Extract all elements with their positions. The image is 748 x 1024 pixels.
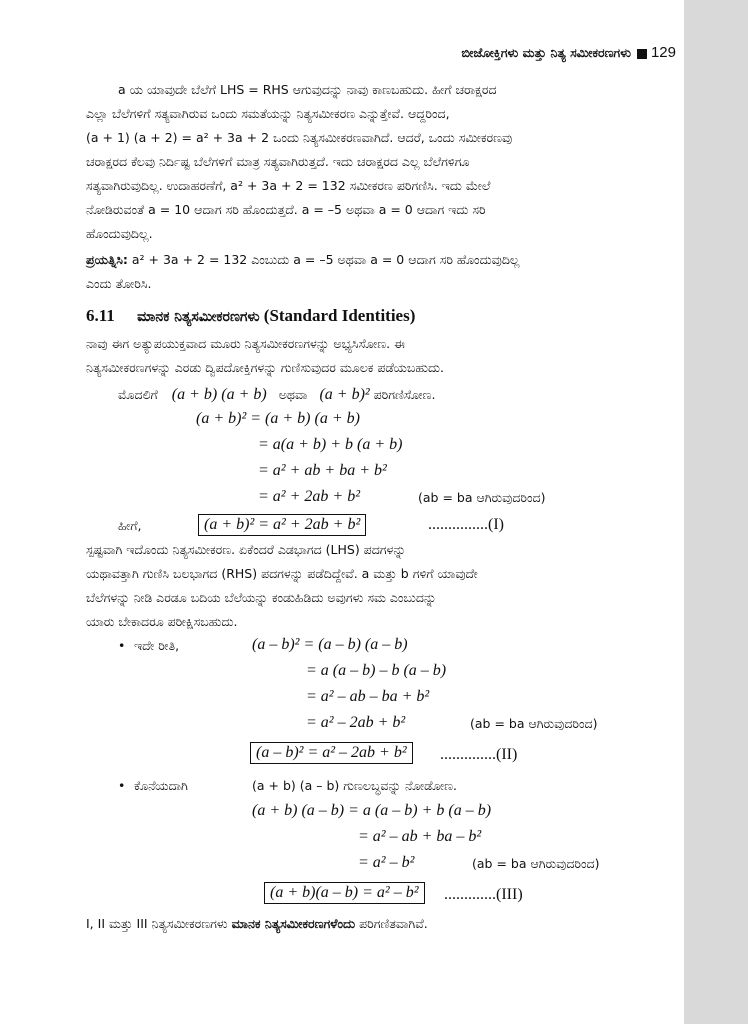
page-number: 129 — [650, 44, 676, 61]
bullet-icon: • — [118, 638, 126, 653]
intro-line-7: ಹೊಂದುವುದಿಲ್ಲ. — [86, 226, 153, 241]
bullet-icon: • — [118, 778, 126, 793]
third-tag: .............(III) — [444, 886, 523, 903]
first-lead: ಮೊದಲಿಗೆ — [118, 387, 158, 402]
para2-line-2: ಯಥಾವತ್ತಾಗಿ ಗುಣಿಸಿ ಬಲಭಾಗದ (RHS) ಪದಗಳನ್ನು ಪಡೆದಿದ್ದೇವೆ. a ಮತ್ತು b ಗಳಿಗೆ ಯಾವುದೇ — [86, 566, 478, 581]
first-tag: ...............(I) — [428, 516, 504, 533]
first-tail: ಪರಿಗಣಿಸೋಣ. — [373, 387, 436, 402]
closing-start: I, II ಮತ್ತು III ನಿತ್ಯಸಮೀಕರಣಗಳು — [86, 916, 228, 931]
second-lead: ಇದೇ ರೀತಿ, — [133, 638, 180, 653]
third-bullet-line — [118, 778, 188, 794]
intro-line-1: a ಯ ಯಾವುದೇ ಬೆಲೆಗೆ LHS = RHS ಆಗುವುದನ್ನು ನಾವು ಕಾಣಬಹುದು. ಹೀಗೆ ಚರಾಕ್ಷರದ — [118, 82, 497, 97]
para2-line-3: ಬೆಲೆಗಳನ್ನು ನೀಡಿ ಎರಡೂ ಬದಿಯ ಬೆಲೆಯನ್ನು ಕಂಡುಹಿಡಿದು ಅವುಗಳು ಸಮ ಎಂಬುದನ್ನು — [86, 590, 437, 605]
third-boxed-identity: (a + b)(a – b) = a² – b² — [264, 882, 425, 904]
first-step-3: = a² + ab + ba + b² — [258, 462, 387, 479]
third-step-3: = a² – b² — [358, 854, 415, 871]
para1-line-1: ನಾವು ಈಗ ಅತ್ಯುಪಯುಕ್ತವಾದ ಮೂರು ನಿತ್ಯಸಮೀಕರಣಗಳನ್ನು ಅಭ್ಯಸಿಸೋಣ. ಈ — [86, 336, 405, 351]
first-thus: ಹೀಗೆ, — [118, 518, 142, 533]
first-intro-line — [118, 386, 435, 404]
intro-line-3: (a + 1) (a + 2) = a² + 3a + 2 ಒಂದು ನಿತ್ಯಸಮೀಕರಣವಾಗಿದೆ. ಆದರೆ, ಒಂದು ಸಮೀಕರಣವು — [86, 130, 513, 145]
section-title-kn: ಮಾನಕ ನಿತ್ಯಸಮೀಕರಣಗಳು — [137, 309, 260, 325]
try-label: ಪ್ರಯತ್ನಿಸಿ: — [86, 252, 128, 267]
intro-line-2: ಎಲ್ಲಾ ಬೆಲೆಗಳಿಗೆ ಸತ್ಯವಾಗಿರುವ ಒಂದು ಸಮತೆಯನ್ನು ನಿತ್ಯಸಮೀಕರಣ ಎನ್ನುತ್ತೇವೆ. ಆದ್ದರಿಂದ, — [86, 106, 450, 121]
para1-line-2: ನಿತ್ಯಸಮೀಕರಣಗಳನ್ನು ಎರಡು ದ್ವಿಪದೋಕ್ತಿಗಳನ್ನು ಗುಣಿಸುವುದರ ಮೂಲಕ ಪಡೆಯಬಹುದು. — [86, 360, 444, 375]
square-icon — [637, 49, 647, 59]
closing-bold: ಮಾನಕ ನಿತ್ಯಸಮೀಕರಣಗಳೆಂದು — [231, 916, 356, 931]
para2-line-4: ಯಾರು ಬೇಕಾದರೂ ಪರೀಕ್ಷಿಸಬಹುದು. — [86, 614, 238, 629]
second-tag: ..............(II) — [440, 746, 518, 763]
section-heading — [86, 306, 415, 326]
section-number: 6.11 — [86, 306, 115, 325]
first-step-4: = a² + 2ab + b² — [258, 488, 360, 505]
second-step-2: = a (a – b) – b (a – b) — [306, 662, 447, 679]
second-step-3: = a² – ab – ba + b² — [306, 688, 430, 705]
page-edge-strip — [684, 0, 748, 1024]
second-step-1: (a – b)² = (a – b) (a – b) — [252, 636, 408, 653]
closing-line — [86, 916, 428, 932]
second-reason: (ab = ba ಆಗಿರುವುದರಿಂದ) — [470, 716, 598, 731]
intro-line-5: ಸತ್ಯವಾಗಿರುವುದಿಲ್ಲ. ಉದಾಹರಣೆಗೆ, a² + 3a + 2 = 132 ಸಮೀಕರಣ ಪರಿಗಣಿಸಿ. ಇದು ಮೇಲೆ — [86, 178, 491, 193]
running-header — [86, 44, 676, 62]
first-boxed-identity: (a + b)² = a² + 2ab + b² — [198, 514, 366, 536]
second-step-4: = a² – 2ab + b² — [306, 714, 406, 731]
closing-end: ಪರಿಗಣಿತವಾಗಿವೆ. — [359, 916, 428, 931]
intro-line-6: ನೋಡಿರುವಂತೆ a = 10 ಆದಾಗ ಸರಿ ಹೊಂದುತ್ತದೆ. a = –5 ಅಥವಾ a = 0 ಆದಾಗ ಇದು ಸರಿ — [86, 202, 486, 217]
section-title-en: (Standard Identities) — [263, 306, 416, 325]
para2-line-1: ಸ್ಪಷ್ಟವಾಗಿ ಇದೊಂದು ನಿತ್ಯಸಮೀಕರಣ. ಏಕೆಂದರೆ ಎಡಭಾಗದ (LHS) ಪದಗಳನ್ನು — [86, 542, 406, 557]
third-step-1: (a + b) (a – b) = a (a – b) + b (a – b) — [252, 802, 492, 819]
first-expr: (a + b) (a + b) — [171, 386, 267, 403]
first-or: ಅಥವಾ — [278, 387, 308, 402]
try-line-2: ಎಂದು ತೋರಿಸಿ. — [86, 276, 152, 291]
third-lead: ಕೊನೆಯದಾಗಿ — [133, 778, 188, 793]
first-step-1: (a + b)² = (a + b) (a + b) — [196, 410, 360, 427]
try-line-1 — [86, 252, 520, 268]
first-step-2: = a(a + b) + b (a + b) — [258, 436, 403, 453]
second-boxed-identity: (a – b)² = a² – 2ab + b² — [250, 742, 413, 764]
second-bullet-line — [118, 638, 179, 654]
third-reason: (ab = ba ಆಗಿರುವುದರಿಂದ) — [472, 856, 600, 871]
try-text: a² + 3a + 2 = 132 ಎಂಬುದು a = –5 ಅಥವಾ a = 0 ಆದಾಗ ಸರಿ ಹೊಂದುವುದಿಲ್ಲ — [131, 252, 520, 267]
first-expr2: (a + b)² — [319, 386, 370, 403]
header-title: ಬೀಜೋಕ್ತಿಗಳು ಮತ್ತು ನಿತ್ಯ ಸಮೀಕರಣಗಳು — [461, 45, 631, 60]
third-step-2: = a² – ab + ba – b² — [358, 828, 482, 845]
third-expr: (a + b) (a – b) ಗುಣಲಬ್ಧವನ್ನು ನೋಡೋಣ. — [252, 778, 457, 793]
first-reason: (ab = ba ಆಗಿರುವುದರಿಂದ) — [418, 490, 546, 505]
intro-line-4: ಚರಾಕ್ಷರದ ಕೆಲವು ನಿರ್ದಿಷ್ಟ ಬೆಲೆಗಳಿಗೆ ಮಾತ್ರ ಸತ್ಯವಾಗಿರುತ್ತದೆ. ಇದು ಚರಾಕ್ಷರದ ಎಲ್ಲ ಬೆಲೆಗಳಿಗೂ — [86, 154, 470, 169]
